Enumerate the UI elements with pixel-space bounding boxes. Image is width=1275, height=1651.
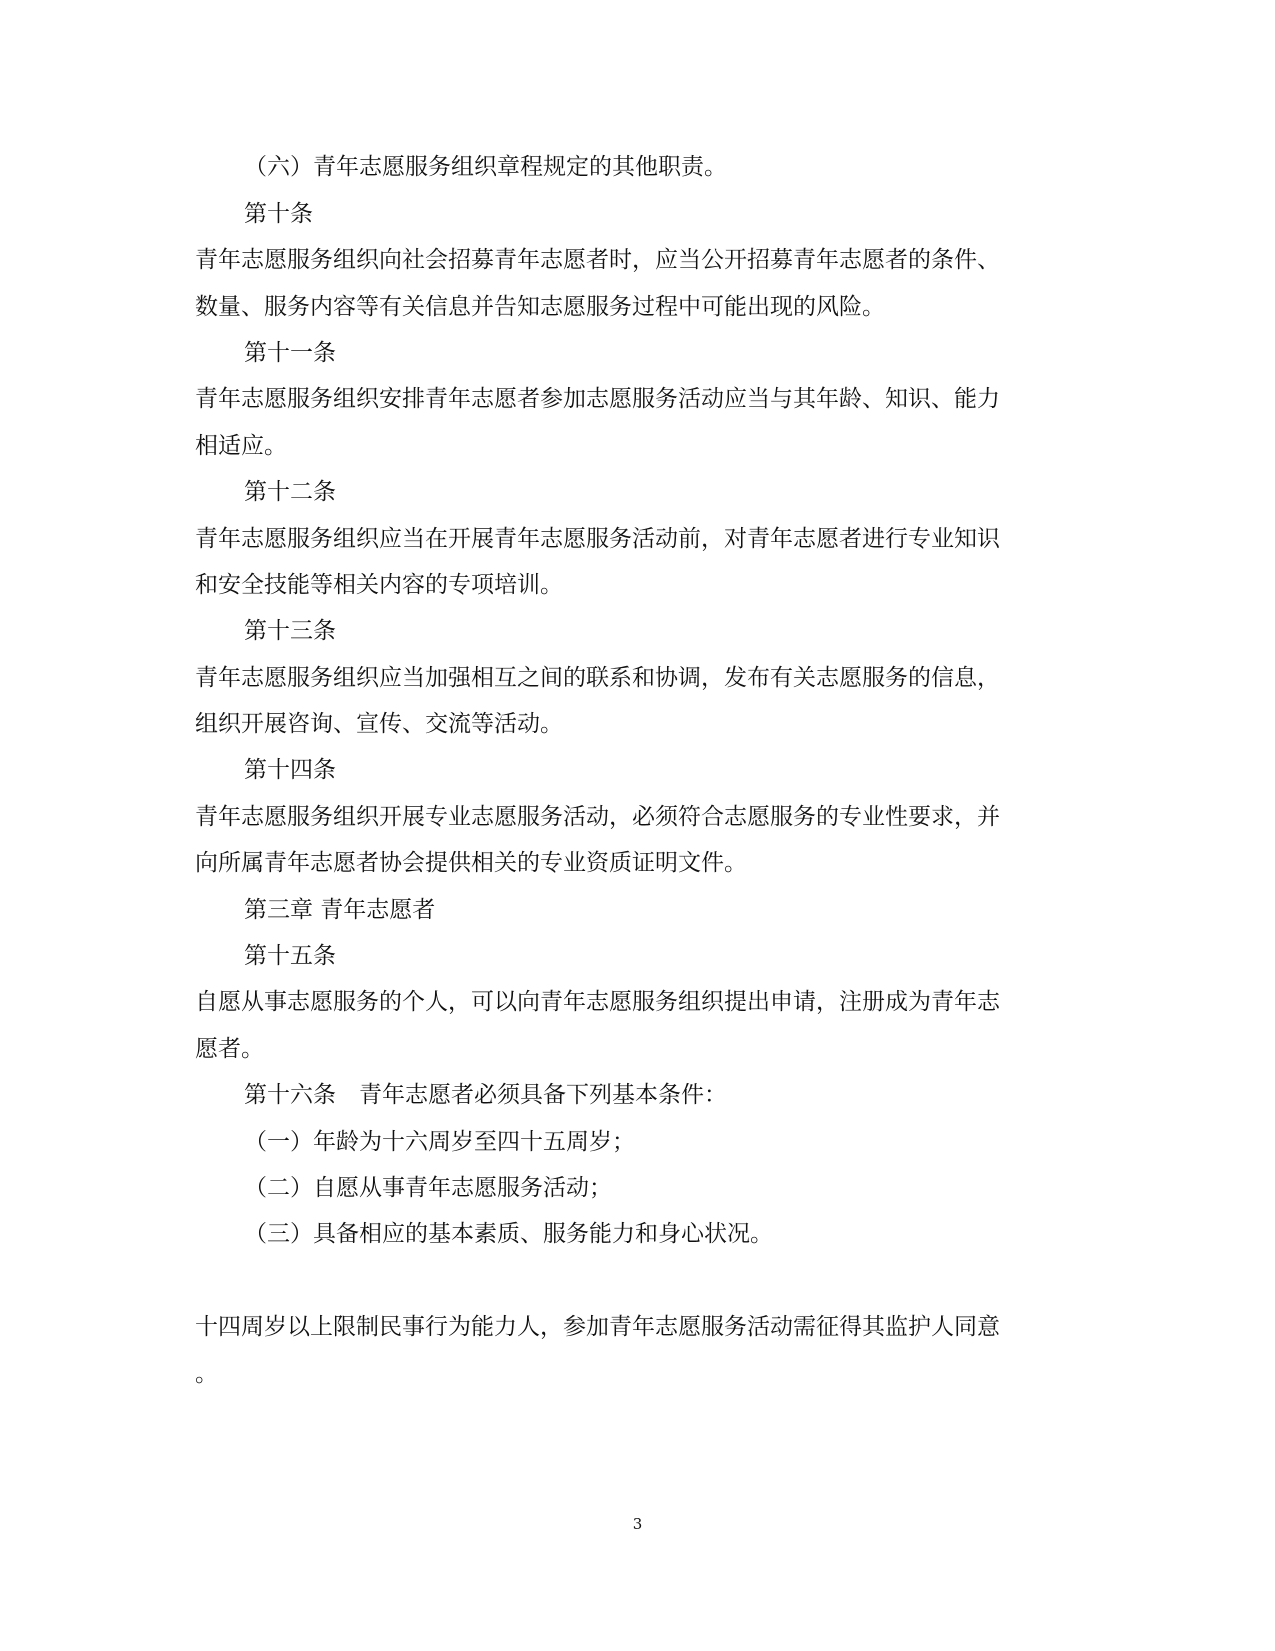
text-line: （六）青年志愿服务组织章程规定的其他职责。 [244, 154, 727, 180]
text-line: 青年志愿服务组织安排青年志愿者参加志愿服务活动应当与其年龄、知识、能力 [195, 386, 1000, 412]
list-item: （二）自愿从事青年志愿服务活动； [244, 1175, 612, 1201]
article-heading: 第十一条 [244, 340, 336, 366]
text-line: 相适应。 [195, 433, 287, 459]
article-heading: 第十五条 [244, 943, 336, 969]
text-line: 。 [195, 1361, 218, 1387]
article-heading: 第十二条 [244, 479, 336, 505]
page-number: 3 [632, 1515, 643, 1533]
text-line: 青年志愿服务组织向社会招募青年志愿者时，应当公开招募青年志愿者的条件、 [195, 247, 1000, 273]
text-line: 青年志愿服务组织开展专业志愿服务活动，必须符合志愿服务的专业性要求，并 [195, 804, 1000, 830]
text-line: 自愿从事志愿服务的个人，可以向青年志愿服务组织提出申请，注册成为青年志 [195, 989, 1000, 1015]
text-line: 青年志愿服务组织应当在开展青年志愿服务活动前，对青年志愿者进行专业知识 [195, 526, 1000, 552]
article-heading: 第十三条 [244, 618, 336, 644]
text-line: 向所属青年志愿者协会提供相关的专业资质证明文件。 [195, 850, 747, 876]
article-heading: 第十四条 [244, 757, 336, 783]
text-line: 和安全技能等相关内容的专项培训。 [195, 572, 563, 598]
article-heading: 第十六条 青年志愿者必须具备下列基本条件： [244, 1082, 727, 1108]
text-line: 数量、服务内容等有关信息并告知志愿服务过程中可能出现的风险。 [195, 294, 885, 320]
text-line: 愿者。 [195, 1036, 264, 1062]
list-item: （三）具备相应的基本素质、服务能力和身心状况。 [244, 1221, 773, 1247]
chapter-heading: 第三章 青年志愿者 [244, 897, 436, 923]
list-item: （一）年龄为十六周岁至四十五周岁； [244, 1129, 635, 1155]
text-line: 青年志愿服务组织应当加强相互之间的联系和协调，发布有关志愿服务的信息， [195, 665, 1000, 691]
text-line: 组织开展咨询、宣传、交流等活动。 [195, 711, 563, 737]
text-line: 十四周岁以上限制民事行为能力人，参加青年志愿服务活动需征得其监护人同意 [195, 1314, 1000, 1340]
article-heading: 第十条 [244, 201, 313, 227]
